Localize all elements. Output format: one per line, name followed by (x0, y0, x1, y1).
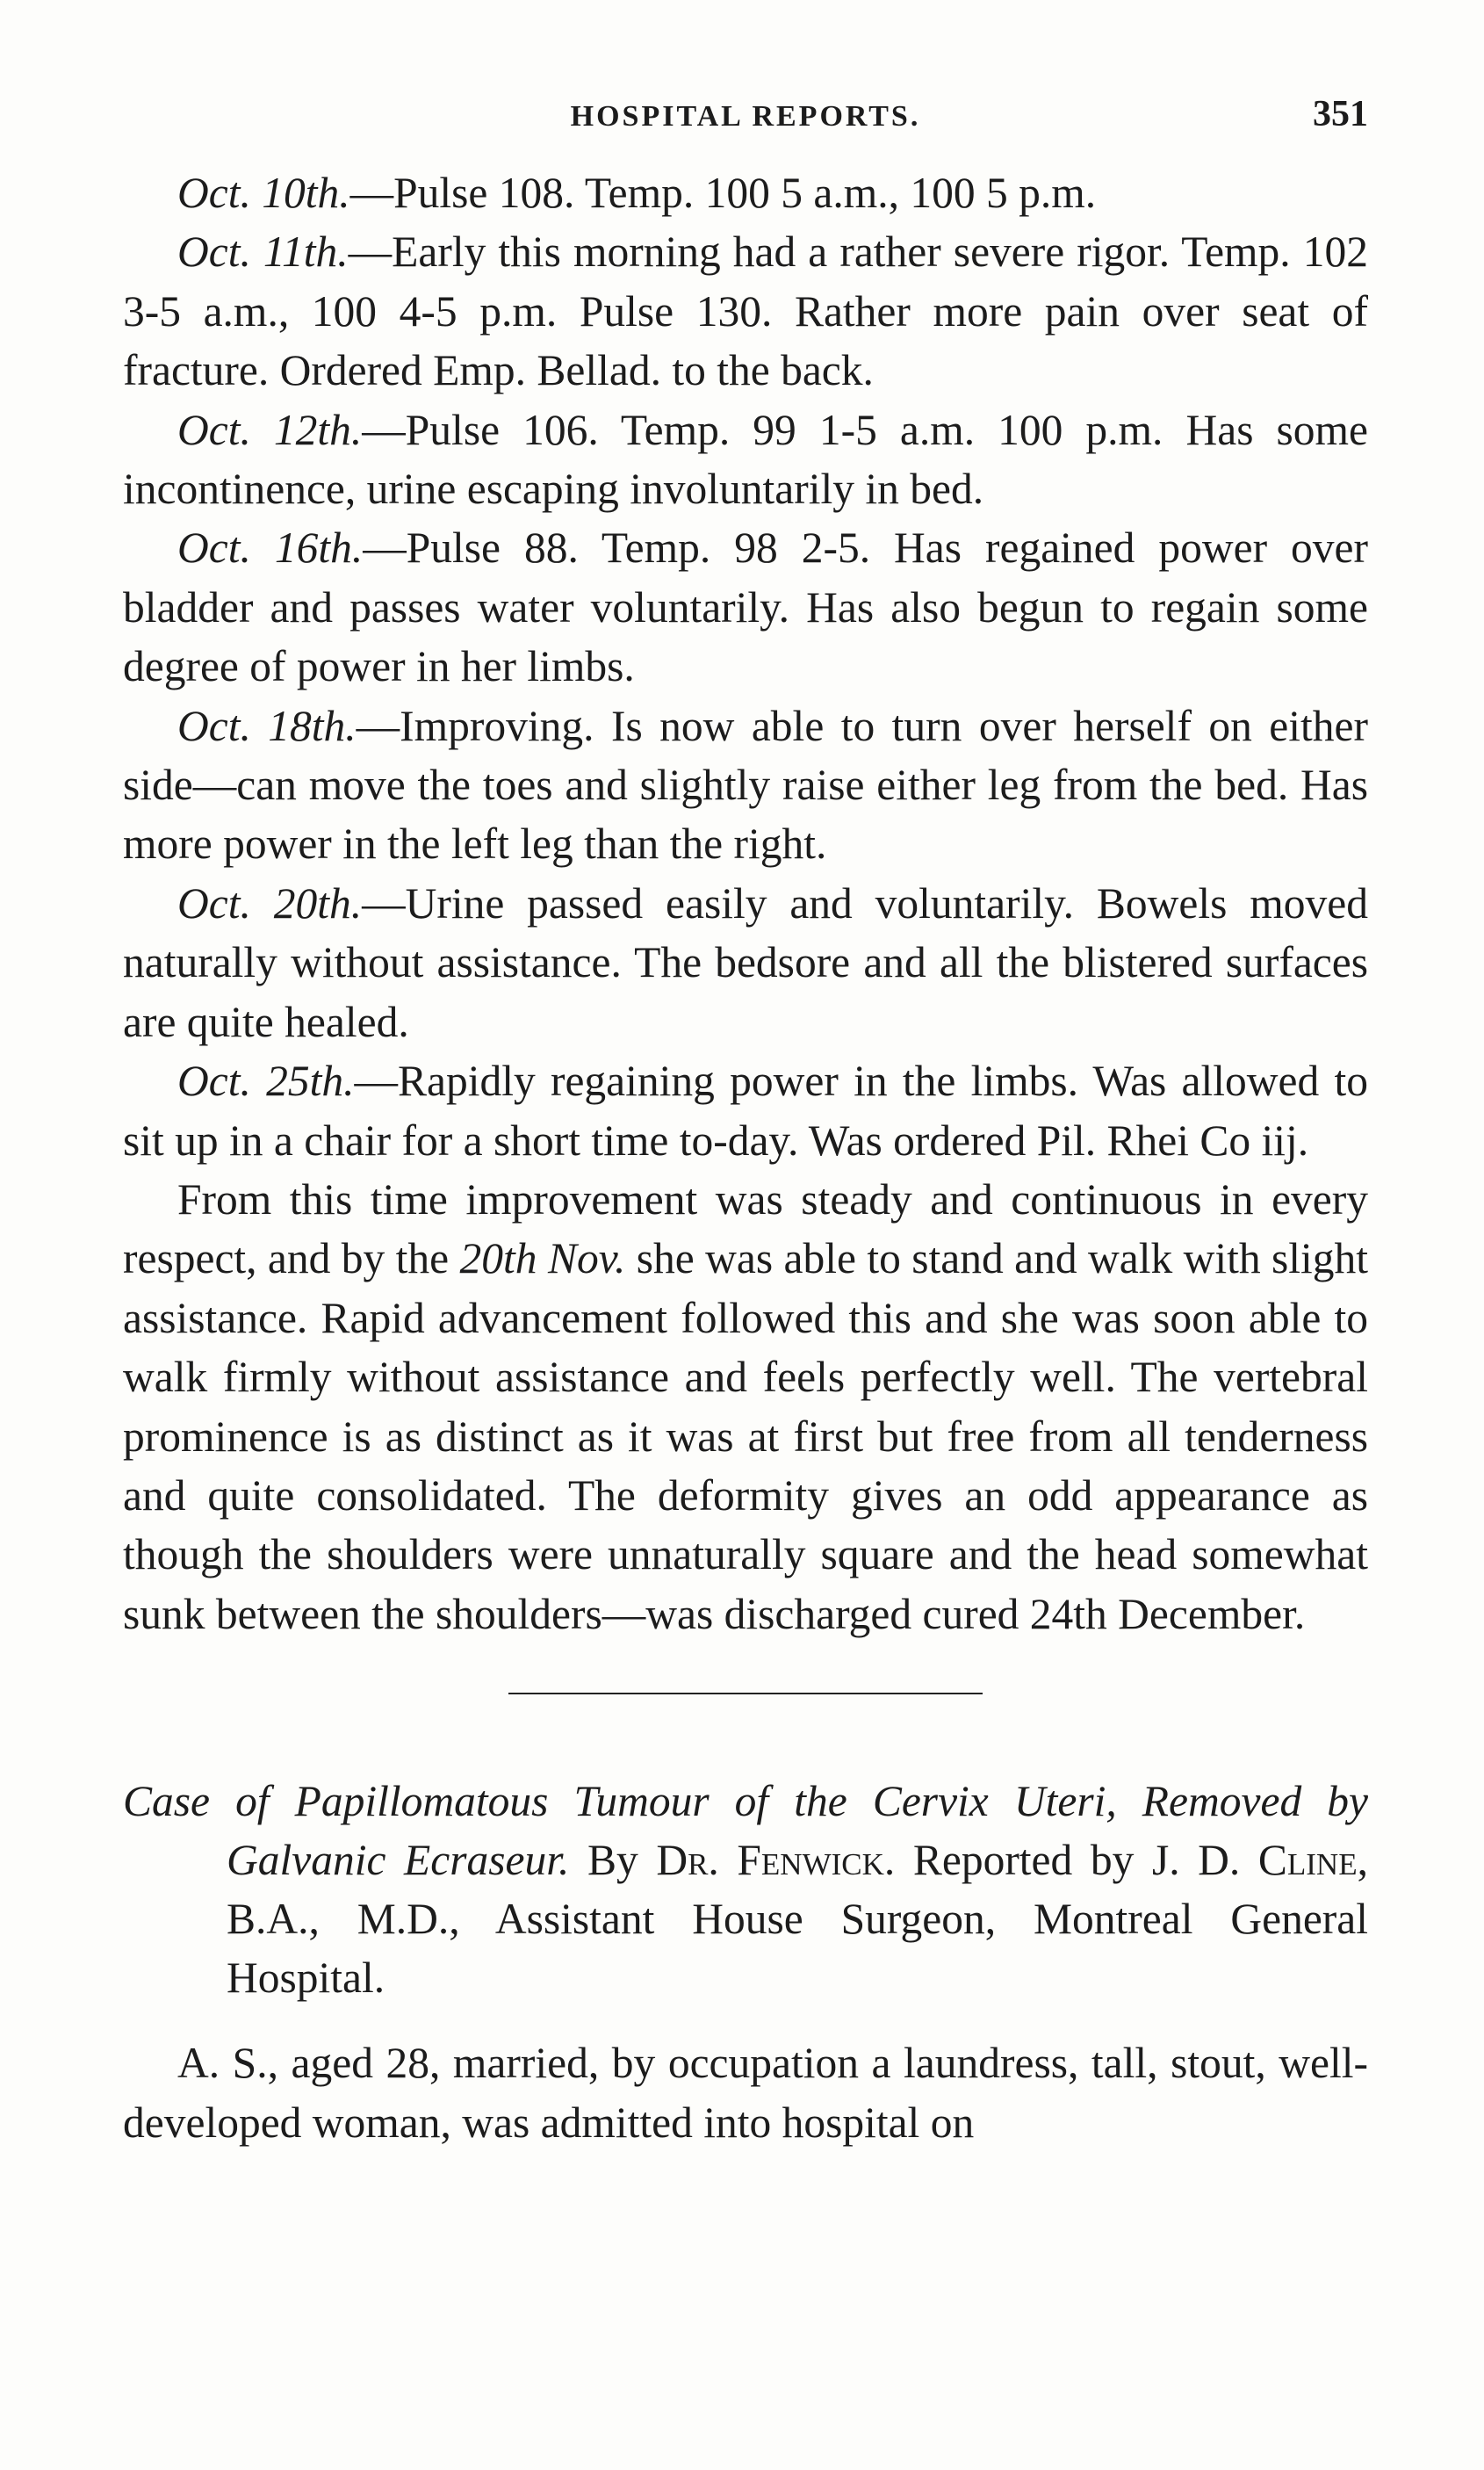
case-title: Case of Papillomatous Tumour of the Cervix Uteri, Removed by Galvanic Ecraseur. (123, 1777, 1368, 1885)
entry-date: Oct. 16th. (177, 524, 364, 573)
summary-date: 20th Nov. (459, 1234, 626, 1283)
entry-date: Oct. 25th. (177, 1057, 355, 1106)
case-reporter: Cline (1257, 1836, 1358, 1885)
entry-text: —Pulse 108. Temp. 100 5 a.m., 100 5 p.m. (349, 169, 1097, 217)
section-divider (508, 1693, 983, 1694)
summary-paragraph (123, 1170, 1368, 1643)
entry-date: Oct. 12th. (177, 405, 363, 454)
entry-oct-25 (123, 1051, 1368, 1170)
running-head: HOSPITAL REPORTS. (570, 100, 921, 133)
entry-oct-18 (123, 697, 1368, 874)
case-author: Dr. Fenwick (656, 1836, 884, 1885)
page-number: 351 (1313, 94, 1368, 134)
page (123, 88, 1368, 2152)
entry-date: Oct. 20th. (177, 878, 363, 928)
entry-text: —Early this morning had a rather severe rigor. Temp. 102 3-5 a.m., 100 4-5 p.m. Pulse 130. Rather more pain over seat of fracture. Ordered Emp. Bellad. to the back. (123, 228, 1368, 395)
entry-date: Oct. 10th. (177, 169, 350, 217)
case-reported-by: . Reported by J. D. (883, 1836, 1258, 1885)
case-first-paragraph: A. S., aged 28, married, by occupation a laundress, tall, stout, well-developed woman, was admitted into hospital on (123, 2039, 1368, 2147)
case-notes (123, 163, 1368, 1643)
summary-text-before: From this time improvement was steady and continuous in every respect, and by the (123, 1174, 1368, 1283)
entry-oct-10 (123, 163, 1368, 222)
summary-text-after: she was able to stand and walk with slight assistance. Rapid advancement followed this and she was soon able to walk firmly without assistance and feels perfectly well. The vertebral prominence is as distinct as it was at first but free from all tenderness and quite consolidated. The deformity gives an odd appearance as though the shoulders were unnaturally square and the head somewhat sunk between the shoulders—was discharged cured 24th December. (123, 1234, 1368, 1638)
entry-oct-11 (123, 222, 1368, 400)
case-heading (123, 1772, 1368, 2007)
entry-date: Oct. 18th. (177, 701, 357, 750)
entry-text: —Pulse 106. Temp. 99 1-5 a.m. 100 p.m. Has some incontinence, urine escaping involuntarily in bed. (123, 405, 1368, 514)
entry-text: —Rapidly regaining power in the limbs. Was allowed to sit up in a chair for a short time to-day. Was ordered Pil. Rhei Co iij. (123, 1057, 1368, 1165)
entry-oct-12 (123, 401, 1368, 519)
entry-oct-20 (123, 874, 1368, 1051)
entry-date: Oct. 11th. (177, 228, 349, 277)
page-header (123, 88, 1368, 149)
case-by: By (569, 1836, 657, 1885)
entry-text: —Improving. Is now able to turn over herself on either side—can move the toes and slightly raise either leg from the bed. Has more power in the left leg than the right. (123, 701, 1368, 869)
entry-text: —Urine passed easily and voluntarily. Bowels moved naturally without assistance. The bedsore and all the blistered surfaces are quite healed. (123, 878, 1368, 1046)
case-credentials: , B.A., M.D., Assistant House Surgeon, Montreal General Hospital. (227, 1836, 1368, 2003)
entry-text: —Pulse 88. Temp. 98 2-5. Has regained power over bladder and passes water voluntarily. Has also begun to regain some degree of power in her limbs. (123, 524, 1368, 691)
entry-oct-16 (123, 518, 1368, 696)
